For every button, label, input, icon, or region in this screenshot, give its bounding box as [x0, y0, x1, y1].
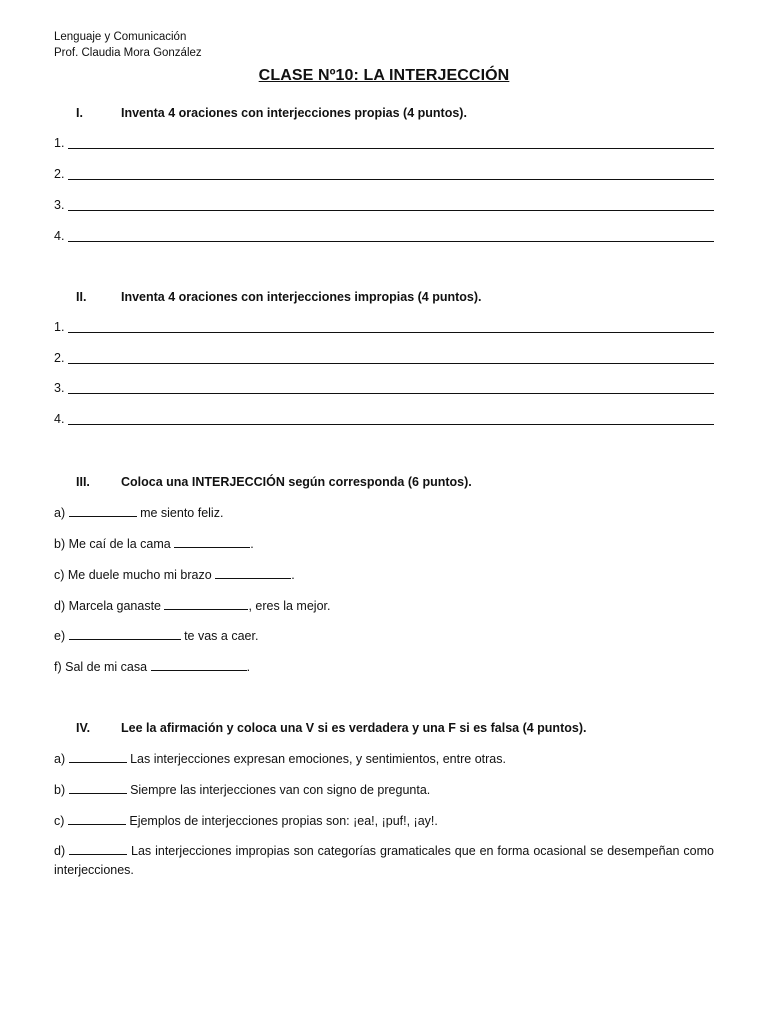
fill-item	[54, 597, 330, 614]
fill-item	[54, 566, 295, 583]
item-statement: Siempre las interjecciones van con signo de pregunta.	[126, 783, 431, 797]
write-line[interactable]	[68, 332, 714, 333]
answer-blank[interactable]	[69, 750, 127, 763]
answer-line[interactable]	[54, 320, 714, 336]
true-false-item	[54, 842, 714, 880]
line-number: 1.	[54, 320, 65, 334]
true-false-item	[54, 812, 438, 829]
answer-blank[interactable]	[215, 566, 291, 579]
true-false-item	[54, 781, 430, 798]
item-text-after: .	[246, 660, 251, 674]
item-text-before: f) Sal de mi casa	[54, 660, 151, 674]
item-letter: b)	[54, 783, 69, 797]
section-4-number: IV.	[76, 721, 91, 735]
write-line[interactable]	[68, 179, 714, 180]
answer-blank[interactable]	[69, 627, 181, 640]
item-statement: Ejemplos de interjecciones propias son: ¡ea!, ¡puf!, ¡ay!.	[125, 814, 438, 828]
fill-item	[54, 658, 250, 675]
answer-line[interactable]	[54, 136, 714, 152]
item-text-after: , eres la mejor.	[248, 599, 331, 613]
section-1-number: I.	[76, 106, 83, 120]
line-number: 4.	[54, 412, 65, 426]
item-statement: Las interjecciones expresan emociones, y sentimientos, entre otras.	[126, 752, 506, 766]
subject-label: Lenguaje y Comunicación	[54, 31, 187, 43]
item-letter: c)	[54, 814, 68, 828]
line-number: 4.	[54, 229, 65, 243]
line-number: 2.	[54, 351, 65, 365]
teacher-label: Prof. Claudia Mora González	[54, 47, 202, 59]
answer-line[interactable]	[54, 229, 714, 245]
line-number: 3.	[54, 381, 65, 395]
item-text-after: .	[250, 537, 254, 551]
write-line[interactable]	[68, 363, 714, 364]
answer-blank[interactable]	[69, 504, 137, 517]
page-title: CLASE Nº10: LA INTERJECCIÓN	[258, 67, 510, 84]
answer-blank[interactable]	[174, 535, 250, 548]
line-number: 3.	[54, 198, 65, 212]
item-text-after: te vas a caer.	[180, 629, 259, 643]
answer-line[interactable]	[54, 381, 714, 397]
answer-blank[interactable]	[164, 597, 248, 610]
item-text-before: e)	[54, 629, 69, 643]
answer-line[interactable]	[54, 412, 714, 428]
item-statement: Las interjecciones impropias son categorías gramaticales que en forma ocasional se desempeñan como interjecciones.	[54, 844, 714, 877]
fill-item	[54, 627, 258, 644]
answer-line[interactable]	[54, 198, 714, 214]
write-line[interactable]	[68, 148, 714, 149]
answer-blank[interactable]	[69, 781, 127, 794]
answer-blank[interactable]	[68, 812, 126, 825]
item-letter: a)	[54, 752, 69, 766]
fill-item	[54, 535, 254, 552]
write-line[interactable]	[68, 241, 714, 242]
write-line[interactable]	[68, 393, 714, 394]
item-letter: d)	[54, 844, 70, 858]
answer-line[interactable]	[54, 167, 714, 183]
write-line[interactable]	[68, 210, 714, 211]
section-2-instruction: Inventa 4 oraciones con interjecciones impropias (4 puntos).	[121, 290, 482, 304]
section-4-instruction: Lee la afirmación y coloca una V si es verdadera y una F si es falsa (4 puntos).	[121, 721, 587, 735]
item-text-before: c) Me duele mucho mi brazo	[54, 568, 216, 582]
fill-item	[54, 504, 223, 521]
write-line[interactable]	[68, 424, 714, 425]
item-text-before: b) Me caí de la cama	[54, 537, 175, 551]
section-1-instruction: Inventa 4 oraciones con interjecciones propias (4 puntos).	[121, 106, 467, 120]
answer-line[interactable]	[54, 351, 714, 367]
section-3-instruction: Coloca una INTERJECCIÓN según corresponda (6 puntos).	[121, 475, 472, 489]
item-text-after: me siento feliz.	[136, 506, 224, 520]
true-false-item	[54, 750, 506, 767]
item-text-before: d) Marcela ganaste	[54, 599, 165, 613]
item-text-before: a)	[54, 506, 69, 520]
line-number: 2.	[54, 167, 65, 181]
answer-blank[interactable]	[69, 842, 127, 855]
line-number: 1.	[54, 136, 65, 150]
section-2-number: II.	[76, 290, 87, 304]
section-3-number: III.	[76, 475, 90, 489]
item-text-after: .	[291, 568, 295, 582]
answer-blank[interactable]	[151, 658, 247, 671]
